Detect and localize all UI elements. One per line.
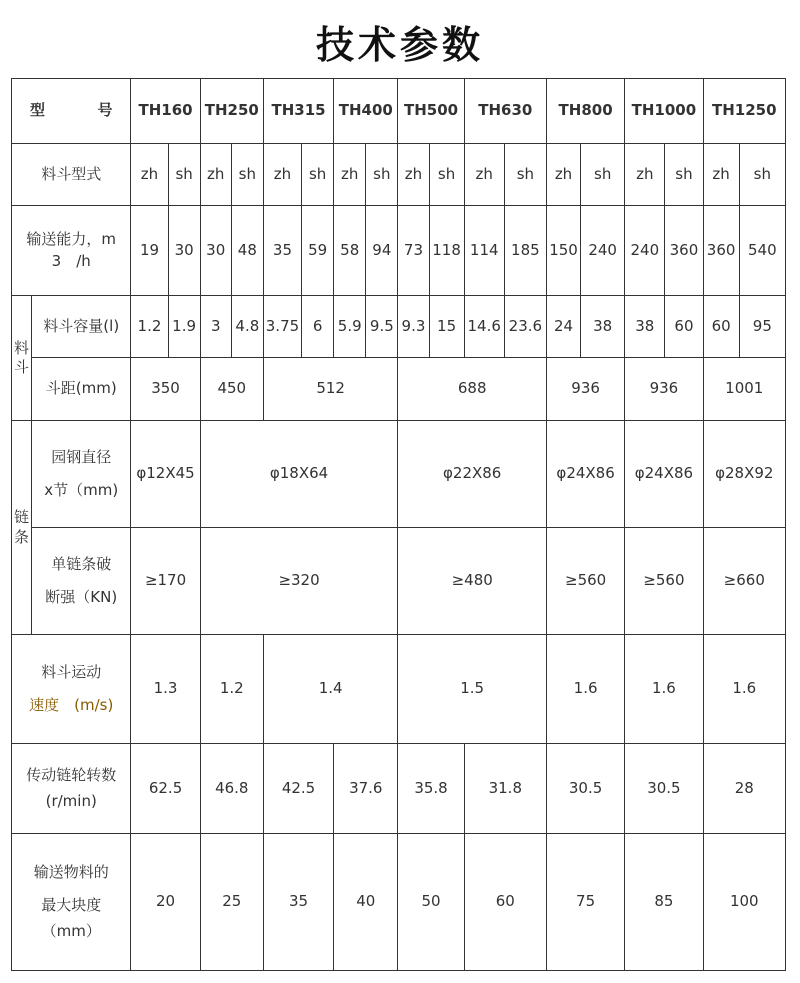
chain-size-cell: φ18X64 bbox=[200, 421, 398, 528]
bucket-volume-cell: 60 bbox=[703, 296, 739, 358]
bucket-type-cell: zh bbox=[546, 144, 580, 206]
bucket-type-cell: zh bbox=[398, 144, 429, 206]
capacity-cell: 48 bbox=[231, 206, 263, 296]
chain-size-cell: φ28X92 bbox=[703, 421, 785, 528]
chain-size-cell: φ24X86 bbox=[546, 421, 624, 528]
lump-cell: 50 bbox=[398, 834, 464, 971]
chain-break-cell: ≥560 bbox=[546, 528, 624, 635]
model-cell: TH500 bbox=[398, 79, 464, 144]
chain-break-row bbox=[12, 528, 786, 635]
model-header-cell bbox=[12, 79, 131, 144]
lump-cell: 20 bbox=[131, 834, 200, 971]
capacity-cell: 19 bbox=[131, 206, 168, 296]
capacity-cell: 35 bbox=[263, 206, 301, 296]
lump-cell: 60 bbox=[464, 834, 546, 971]
speed-cell: 1.4 bbox=[263, 635, 398, 744]
capacity-cell: 30 bbox=[200, 206, 231, 296]
model-cell: TH160 bbox=[131, 79, 200, 144]
lump-row bbox=[12, 834, 786, 971]
bucket-pitch-cell: 450 bbox=[200, 358, 263, 421]
rpm-cell: 30.5 bbox=[625, 744, 703, 834]
speed-cell: 1.6 bbox=[625, 635, 703, 744]
chain-size-cell: φ22X86 bbox=[398, 421, 547, 528]
bucket-volume-cell: 1.2 bbox=[131, 296, 168, 358]
bucket-volume-cell: 3.75 bbox=[263, 296, 301, 358]
bucket-type-cell: zh bbox=[131, 144, 168, 206]
bucket-type-cell: sh bbox=[665, 144, 703, 206]
bucket-type-cell: zh bbox=[703, 144, 739, 206]
bucket-volume-cell: 9.5 bbox=[366, 296, 398, 358]
capacity-cell: 58 bbox=[334, 206, 366, 296]
bucket-type-cell: sh bbox=[581, 144, 625, 206]
bucket-volume-label: 料斗容量(l) bbox=[32, 296, 131, 358]
capacity-cell: 240 bbox=[625, 206, 665, 296]
bucket-group-label: 料斗 bbox=[12, 296, 32, 421]
model-cell: TH800 bbox=[546, 79, 624, 144]
speed-cell: 1.6 bbox=[703, 635, 785, 744]
bucket-volume-cell: 5.9 bbox=[334, 296, 366, 358]
spec-table bbox=[11, 78, 786, 971]
bucket-pitch-row bbox=[12, 358, 786, 421]
lump-label-line1: 输送物料的 bbox=[33, 862, 109, 881]
bucket-type-cell: zh bbox=[263, 144, 301, 206]
bucket-volume-cell: 24 bbox=[546, 296, 580, 358]
model-header-left: 型 bbox=[29, 101, 45, 120]
capacity-cell: 360 bbox=[703, 206, 739, 296]
bucket-pitch-cell: 688 bbox=[398, 358, 547, 421]
model-cell: TH1250 bbox=[703, 79, 785, 144]
capacity-label-line1: 输送能力，m bbox=[26, 230, 117, 248]
lump-label bbox=[12, 834, 131, 971]
speed-row bbox=[12, 635, 786, 744]
speed-label-line2 bbox=[12, 696, 130, 716]
capacity-cell: 360 bbox=[665, 206, 703, 296]
lump-label-line3: （mm） bbox=[41, 921, 101, 940]
capacity-cell: 540 bbox=[739, 206, 785, 296]
chain-break-label-line2: 断强（KN) bbox=[45, 588, 118, 606]
speed-label-word: 速度 bbox=[29, 696, 60, 714]
page-title: 技术参数 bbox=[315, 23, 484, 67]
bucket-pitch-cell: 936 bbox=[546, 358, 624, 421]
bucket-volume-cell: 14.6 bbox=[464, 296, 504, 358]
capacity-cell: 94 bbox=[366, 206, 398, 296]
capacity-cell: 240 bbox=[581, 206, 625, 296]
lump-cell: 100 bbox=[703, 834, 785, 971]
rpm-label-line1: 传动链轮转数 bbox=[26, 766, 117, 784]
model-row bbox=[12, 79, 786, 144]
bucket-volume-cell: 38 bbox=[581, 296, 625, 358]
rpm-cell: 35.8 bbox=[398, 744, 464, 834]
lump-cell: 25 bbox=[200, 834, 263, 971]
bucket-type-label: 料斗型式 bbox=[12, 144, 131, 206]
capacity-cell: 114 bbox=[464, 206, 504, 296]
capacity-label-line2: 3 /h bbox=[51, 251, 91, 270]
lump-cell: 40 bbox=[334, 834, 398, 971]
bucket-type-cell: sh bbox=[504, 144, 546, 206]
model-cell: TH315 bbox=[263, 79, 333, 144]
capacity-cell: 150 bbox=[546, 206, 580, 296]
bucket-volume-cell: 1.9 bbox=[168, 296, 200, 358]
speed-label-unit: (m/s) bbox=[74, 696, 114, 714]
capacity-cell: 185 bbox=[504, 206, 546, 296]
bucket-volume-cell: 38 bbox=[625, 296, 665, 358]
chain-size-cell: φ12X45 bbox=[131, 421, 200, 528]
rpm-cell: 46.8 bbox=[200, 744, 263, 834]
bucket-volume-cell: 95 bbox=[739, 296, 785, 358]
rpm-cell: 30.5 bbox=[546, 744, 624, 834]
bucket-volume-cell: 6 bbox=[302, 296, 334, 358]
bucket-type-cell: sh bbox=[231, 144, 263, 206]
rpm-cell: 37.6 bbox=[334, 744, 398, 834]
bucket-volume-row bbox=[12, 296, 786, 358]
speed-cell: 1.2 bbox=[200, 635, 263, 744]
model-cell: TH400 bbox=[334, 79, 398, 144]
bucket-pitch-cell: 1001 bbox=[703, 358, 785, 421]
bucket-volume-cell: 9.3 bbox=[398, 296, 429, 358]
speed-cell: 1.6 bbox=[546, 635, 624, 744]
rpm-cell: 42.5 bbox=[263, 744, 333, 834]
bucket-type-cell: zh bbox=[200, 144, 231, 206]
lump-label-line2: 最大块度 bbox=[41, 896, 102, 915]
rpm-label bbox=[12, 744, 131, 834]
bucket-type-cell: zh bbox=[464, 144, 504, 206]
chain-break-cell: ≥660 bbox=[703, 528, 785, 635]
chain-break-label bbox=[32, 528, 131, 635]
chain-size-label bbox=[32, 421, 131, 528]
capacity-cell: 73 bbox=[398, 206, 429, 296]
bucket-type-cell: sh bbox=[168, 144, 200, 206]
bucket-pitch-cell: 512 bbox=[263, 358, 398, 421]
rpm-label-line2: (r/min) bbox=[45, 791, 97, 810]
capacity-row bbox=[12, 206, 786, 296]
model-cell: TH1000 bbox=[625, 79, 703, 144]
chain-size-label-line1: 园钢直径 bbox=[51, 447, 112, 466]
capacity-label bbox=[12, 206, 131, 296]
capacity-cell: 30 bbox=[168, 206, 200, 296]
lump-cell: 75 bbox=[546, 834, 624, 971]
rpm-cell: 62.5 bbox=[131, 744, 200, 834]
chain-break-cell: ≥560 bbox=[625, 528, 703, 635]
chain-break-label-line1: 单链条破 bbox=[51, 554, 112, 573]
model-header-right: 号 bbox=[97, 101, 113, 120]
chain-size-label-line2: x节（mm) bbox=[44, 481, 119, 499]
chain-size-cell: φ24X86 bbox=[625, 421, 703, 528]
chain-group-label: 链条 bbox=[12, 421, 32, 635]
bucket-type-cell: zh bbox=[334, 144, 366, 206]
lump-cell: 35 bbox=[263, 834, 333, 971]
capacity-cell: 118 bbox=[429, 206, 464, 296]
bucket-pitch-label: 斗距(mm) bbox=[32, 358, 131, 421]
chain-break-cell: ≥480 bbox=[398, 528, 547, 635]
bucket-pitch-cell: 936 bbox=[625, 358, 703, 421]
chain-break-cell: ≥320 bbox=[200, 528, 398, 635]
capacity-cell: 59 bbox=[302, 206, 334, 296]
model-cell: TH250 bbox=[200, 79, 263, 144]
chain-break-cell: ≥170 bbox=[131, 528, 200, 635]
rpm-cell: 31.8 bbox=[464, 744, 546, 834]
bucket-volume-cell: 60 bbox=[665, 296, 703, 358]
speed-cell: 1.3 bbox=[131, 635, 200, 744]
speed-label bbox=[12, 635, 131, 744]
chain-size-row bbox=[12, 421, 786, 528]
bucket-volume-cell: 3 bbox=[200, 296, 231, 358]
bucket-type-row bbox=[12, 144, 786, 206]
bucket-type-cell: sh bbox=[302, 144, 334, 206]
bucket-type-cell: sh bbox=[366, 144, 398, 206]
rpm-cell: 28 bbox=[703, 744, 785, 834]
bucket-volume-cell: 4.8 bbox=[231, 296, 263, 358]
bucket-volume-cell: 23.6 bbox=[504, 296, 546, 358]
bucket-type-cell: zh bbox=[625, 144, 665, 206]
bucket-type-cell: sh bbox=[429, 144, 464, 206]
speed-cell: 1.5 bbox=[398, 635, 547, 744]
speed-label-line1: 料斗运动 bbox=[41, 662, 102, 681]
model-cell: TH630 bbox=[464, 79, 546, 144]
bucket-volume-cell: 15 bbox=[429, 296, 464, 358]
bucket-pitch-cell: 350 bbox=[131, 358, 200, 421]
bucket-type-cell: sh bbox=[739, 144, 785, 206]
lump-cell: 85 bbox=[625, 834, 703, 971]
rpm-row bbox=[12, 744, 786, 834]
